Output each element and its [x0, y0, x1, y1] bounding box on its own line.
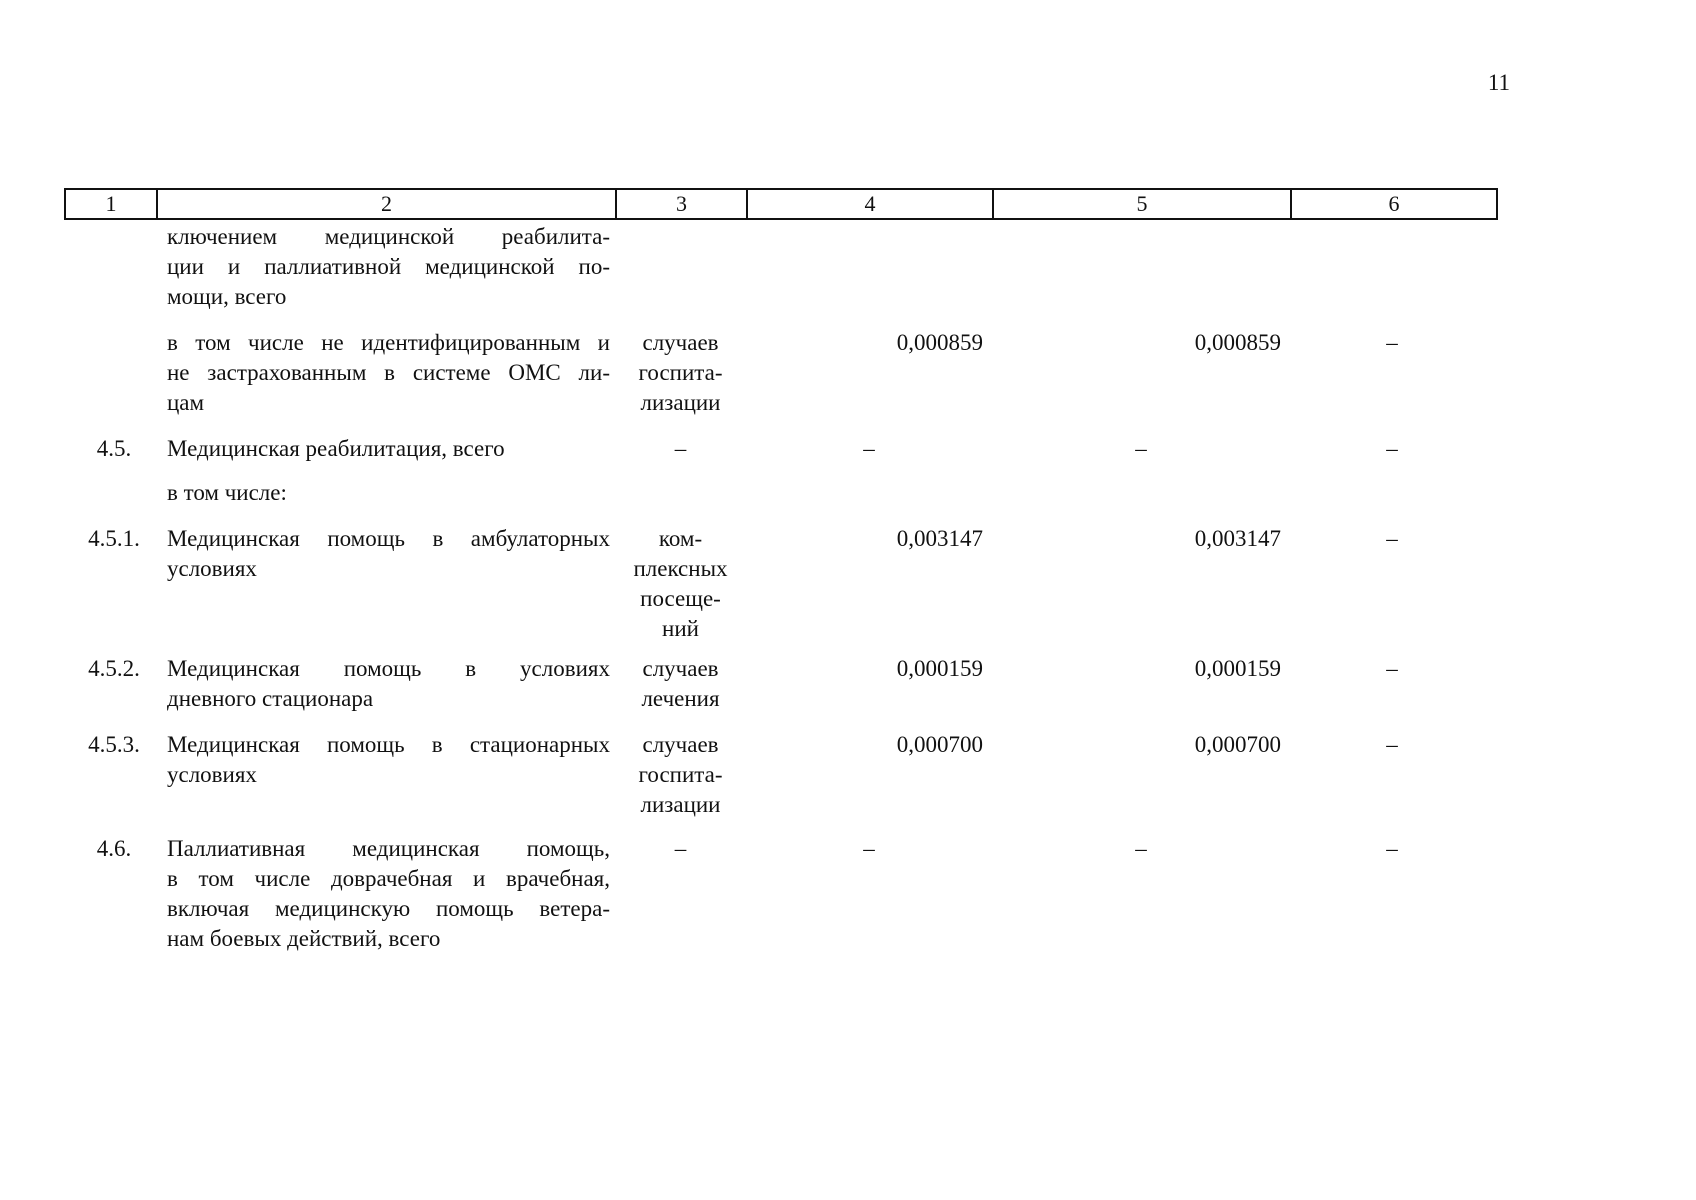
- table-row: [64, 654, 1498, 714]
- row-value-6: –: [1386, 836, 1398, 861]
- row-unit-line: –: [674, 836, 687, 861]
- row-name: [156, 654, 615, 714]
- table-row: [64, 834, 1498, 954]
- header-col-4: 4: [748, 190, 994, 218]
- row-name-line: Паллиативная медицинская помощь,: [167, 836, 610, 861]
- row-value-4: 0,003147: [896, 526, 983, 551]
- row-number: 4.6.: [96, 836, 132, 861]
- row-unit: [615, 524, 746, 644]
- row-value-5: [992, 222, 1290, 312]
- row-value-4: –: [863, 836, 875, 861]
- row-name-line: ключением медицинской реабилита-: [167, 224, 610, 249]
- row-name-line: ции и паллиативной медицинской по-: [167, 254, 610, 279]
- row-unit: [615, 730, 746, 820]
- row-number: 4.5.2.: [88, 656, 140, 681]
- row-value-5: 0,000859: [1194, 330, 1281, 355]
- row-name: [156, 328, 615, 418]
- row-unit: [615, 434, 746, 464]
- row-value-4: 0,000159: [896, 656, 983, 681]
- row-value-5: [992, 478, 1290, 508]
- row-unit-line: случаев: [642, 330, 719, 355]
- header-col-1: 1: [66, 190, 158, 218]
- row-unit-line: лизации: [640, 390, 721, 415]
- row-unit: [615, 654, 746, 714]
- row-name-line: условиях: [167, 762, 257, 787]
- table-row: [64, 730, 1498, 820]
- row-name-line: цам: [167, 390, 205, 415]
- row-number: 4.5.1.: [88, 526, 140, 551]
- row-name-line: включая медицинскую помощь ветера-: [167, 896, 610, 921]
- row-name-line: в том числе не идентифицированным и: [167, 330, 610, 355]
- row-value-5: 0,000159: [1194, 656, 1281, 681]
- row-name-line: Медицинская помощь в условиях: [167, 656, 610, 681]
- row-unit-line: лизации: [640, 792, 721, 817]
- row-unit-line: госпита-: [638, 762, 723, 787]
- row-unit-line: посеще-: [640, 586, 721, 611]
- table-row: [64, 478, 1498, 508]
- row-value-5: 0,000700: [1194, 732, 1281, 757]
- row-unit-line: госпита-: [638, 360, 723, 385]
- row-name: [156, 478, 615, 508]
- row-value-6: –: [1386, 732, 1398, 757]
- row-value-4: [746, 222, 992, 312]
- row-name-line: мощи, всего: [167, 284, 287, 309]
- table-row: [64, 222, 1498, 312]
- table-body: [64, 222, 1498, 954]
- row-unit-line: –: [674, 436, 687, 461]
- row-value-6: [1290, 222, 1494, 312]
- row-value-6: –: [1386, 656, 1398, 681]
- row-name-line: условиях: [167, 556, 257, 581]
- row-unit-line: ний: [662, 616, 699, 641]
- row-number: [64, 222, 156, 312]
- row-name: [156, 222, 615, 312]
- row-unit: [615, 478, 746, 508]
- row-value-5: 0,003147: [1194, 526, 1281, 551]
- row-name-line: Медицинская помощь в амбулаторных: [167, 526, 610, 551]
- row-value-4: 0,000700: [896, 732, 983, 757]
- row-value-4: –: [863, 436, 875, 461]
- row-name-line: дневного стационара: [167, 686, 374, 711]
- row-name-line: нам боевых действий, всего: [167, 926, 441, 951]
- row-number: 4.5.3.: [88, 732, 140, 757]
- header-col-5: 5: [994, 190, 1292, 218]
- header-col-6: 6: [1388, 191, 1400, 216]
- row-name-line: в том числе доврачебная и врачебная,: [167, 866, 610, 891]
- page-number: 11: [1487, 70, 1510, 95]
- row-name-line: Медицинская реабилитация, всего: [167, 436, 505, 461]
- row-value-6: [1290, 478, 1494, 508]
- row-unit: [615, 328, 746, 418]
- row-value-5: –: [1135, 836, 1147, 861]
- data-table: [64, 188, 1498, 954]
- row-name-line: не застрахованным в системе ОМС ли-: [167, 360, 610, 385]
- table-header-row: [64, 188, 1498, 220]
- row-value-4: [746, 478, 992, 508]
- row-value-6: –: [1386, 436, 1398, 461]
- table-row: [64, 434, 1498, 464]
- row-name-line: Медицинская помощь в стационарных: [167, 732, 610, 757]
- row-number: [64, 478, 156, 508]
- row-name: [156, 524, 615, 644]
- row-number: 4.5.: [96, 436, 132, 461]
- row-name: [156, 434, 615, 464]
- row-name: [156, 834, 615, 954]
- row-name: [156, 730, 615, 820]
- row-unit-line: случаев: [642, 656, 719, 681]
- row-unit-line: лечения: [641, 686, 720, 711]
- row-value-6: –: [1386, 330, 1398, 355]
- table-row: [64, 328, 1498, 418]
- row-unit-line: ком-: [658, 526, 703, 551]
- row-value-5: –: [1135, 436, 1147, 461]
- row-unit: [615, 222, 746, 312]
- row-unit: [615, 834, 746, 954]
- row-value-6: –: [1386, 526, 1398, 551]
- header-col-2: 2: [158, 190, 617, 218]
- row-name-line: в том числе:: [167, 480, 287, 505]
- row-unit-line: плексных: [633, 556, 728, 581]
- row-value-4: 0,000859: [896, 330, 983, 355]
- header-col-3: 3: [617, 190, 748, 218]
- table-row: [64, 524, 1498, 644]
- row-number: [64, 328, 156, 418]
- row-unit-line: случаев: [642, 732, 719, 757]
